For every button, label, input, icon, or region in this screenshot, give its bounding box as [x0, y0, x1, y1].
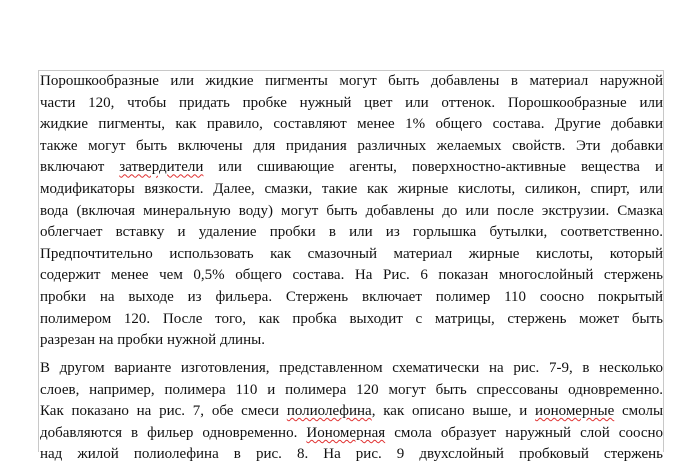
text-line: Порошкообразные или жидкие пигменты могут быть добавлены в материал наружной [40, 73, 663, 89]
text-segment: смола образует наружный слой соосно [385, 424, 664, 441]
text-line [40, 423, 663, 445]
paragraph-1 [40, 71, 663, 352]
text-segment: или сшивающие агенты, поверхностно-активные вещества и [203, 159, 663, 176]
text-line: вода (включая минеральную воду) могут быть добавлены до или после экструзии. Смазка [40, 202, 663, 219]
text-line: слоев, например, полимера 110 и полимера 120 могут быть спрессованы одновременно. [40, 381, 663, 398]
text-line [40, 157, 663, 179]
text-line: модификаторы вязкости. Далее, смазки, такие как жирные кислоты, силикон, спирт, или [40, 180, 663, 197]
paragraph-2 [40, 358, 663, 466]
text-line: жидкие пигменты, как правило, составляют менее 1% общего состава. Другие добавки [40, 116, 663, 133]
text-line: В другом варианте изготовления, представленном схематически на рис. 7-9, в несколько [40, 360, 663, 376]
text-segment: смолы [614, 403, 664, 420]
text-line: части 120, чтобы придать пробке нужный цвет или оттенок. Порошкообразные или [40, 94, 663, 111]
text-segment: , как описано выше, и [371, 403, 536, 420]
spellcheck-flagged-word: иономерные [535, 403, 615, 420]
text-line: также могут быть включены для придания различных желаемых свойств. Эти добавки [40, 137, 663, 154]
text-line: разрезан на пробки нужной длины. [40, 332, 265, 349]
text-line: Предпочтительно использовать как смазочный материал жирные кислоты, который [40, 245, 663, 262]
text-segment: Как показано на рис. 7, обе смеси [40, 403, 287, 420]
spellcheck-flagged-word: затвердители [119, 159, 204, 176]
text-segment: добавляются в фильер одновременно. [40, 424, 307, 441]
text-line: над жилой полиолефина в рис. 8. На рис. 9 двухслойный пробковый стержень [40, 446, 663, 463]
document-page [38, 70, 664, 463]
spellcheck-flagged-word: Иономерная [306, 424, 386, 441]
text-line: пробки на выходе из фильера. Стержень включает полимер 110 соосно покрытый [40, 288, 663, 305]
text-line: полимером 120. После того, как пробка выходит с матрицы, стержень может быть [40, 310, 663, 327]
text-line: содержит менее чем 0,5% общего состава. На Рис. 6 показан многослойный стержень [40, 267, 663, 284]
text-line: облегчает вставку и удаление пробки в или из горлышка бутылки, соответственно. [40, 224, 663, 241]
spellcheck-flagged-word: полиолефина [286, 403, 372, 420]
text-line [40, 401, 663, 423]
text-segment: включают [40, 159, 120, 176]
